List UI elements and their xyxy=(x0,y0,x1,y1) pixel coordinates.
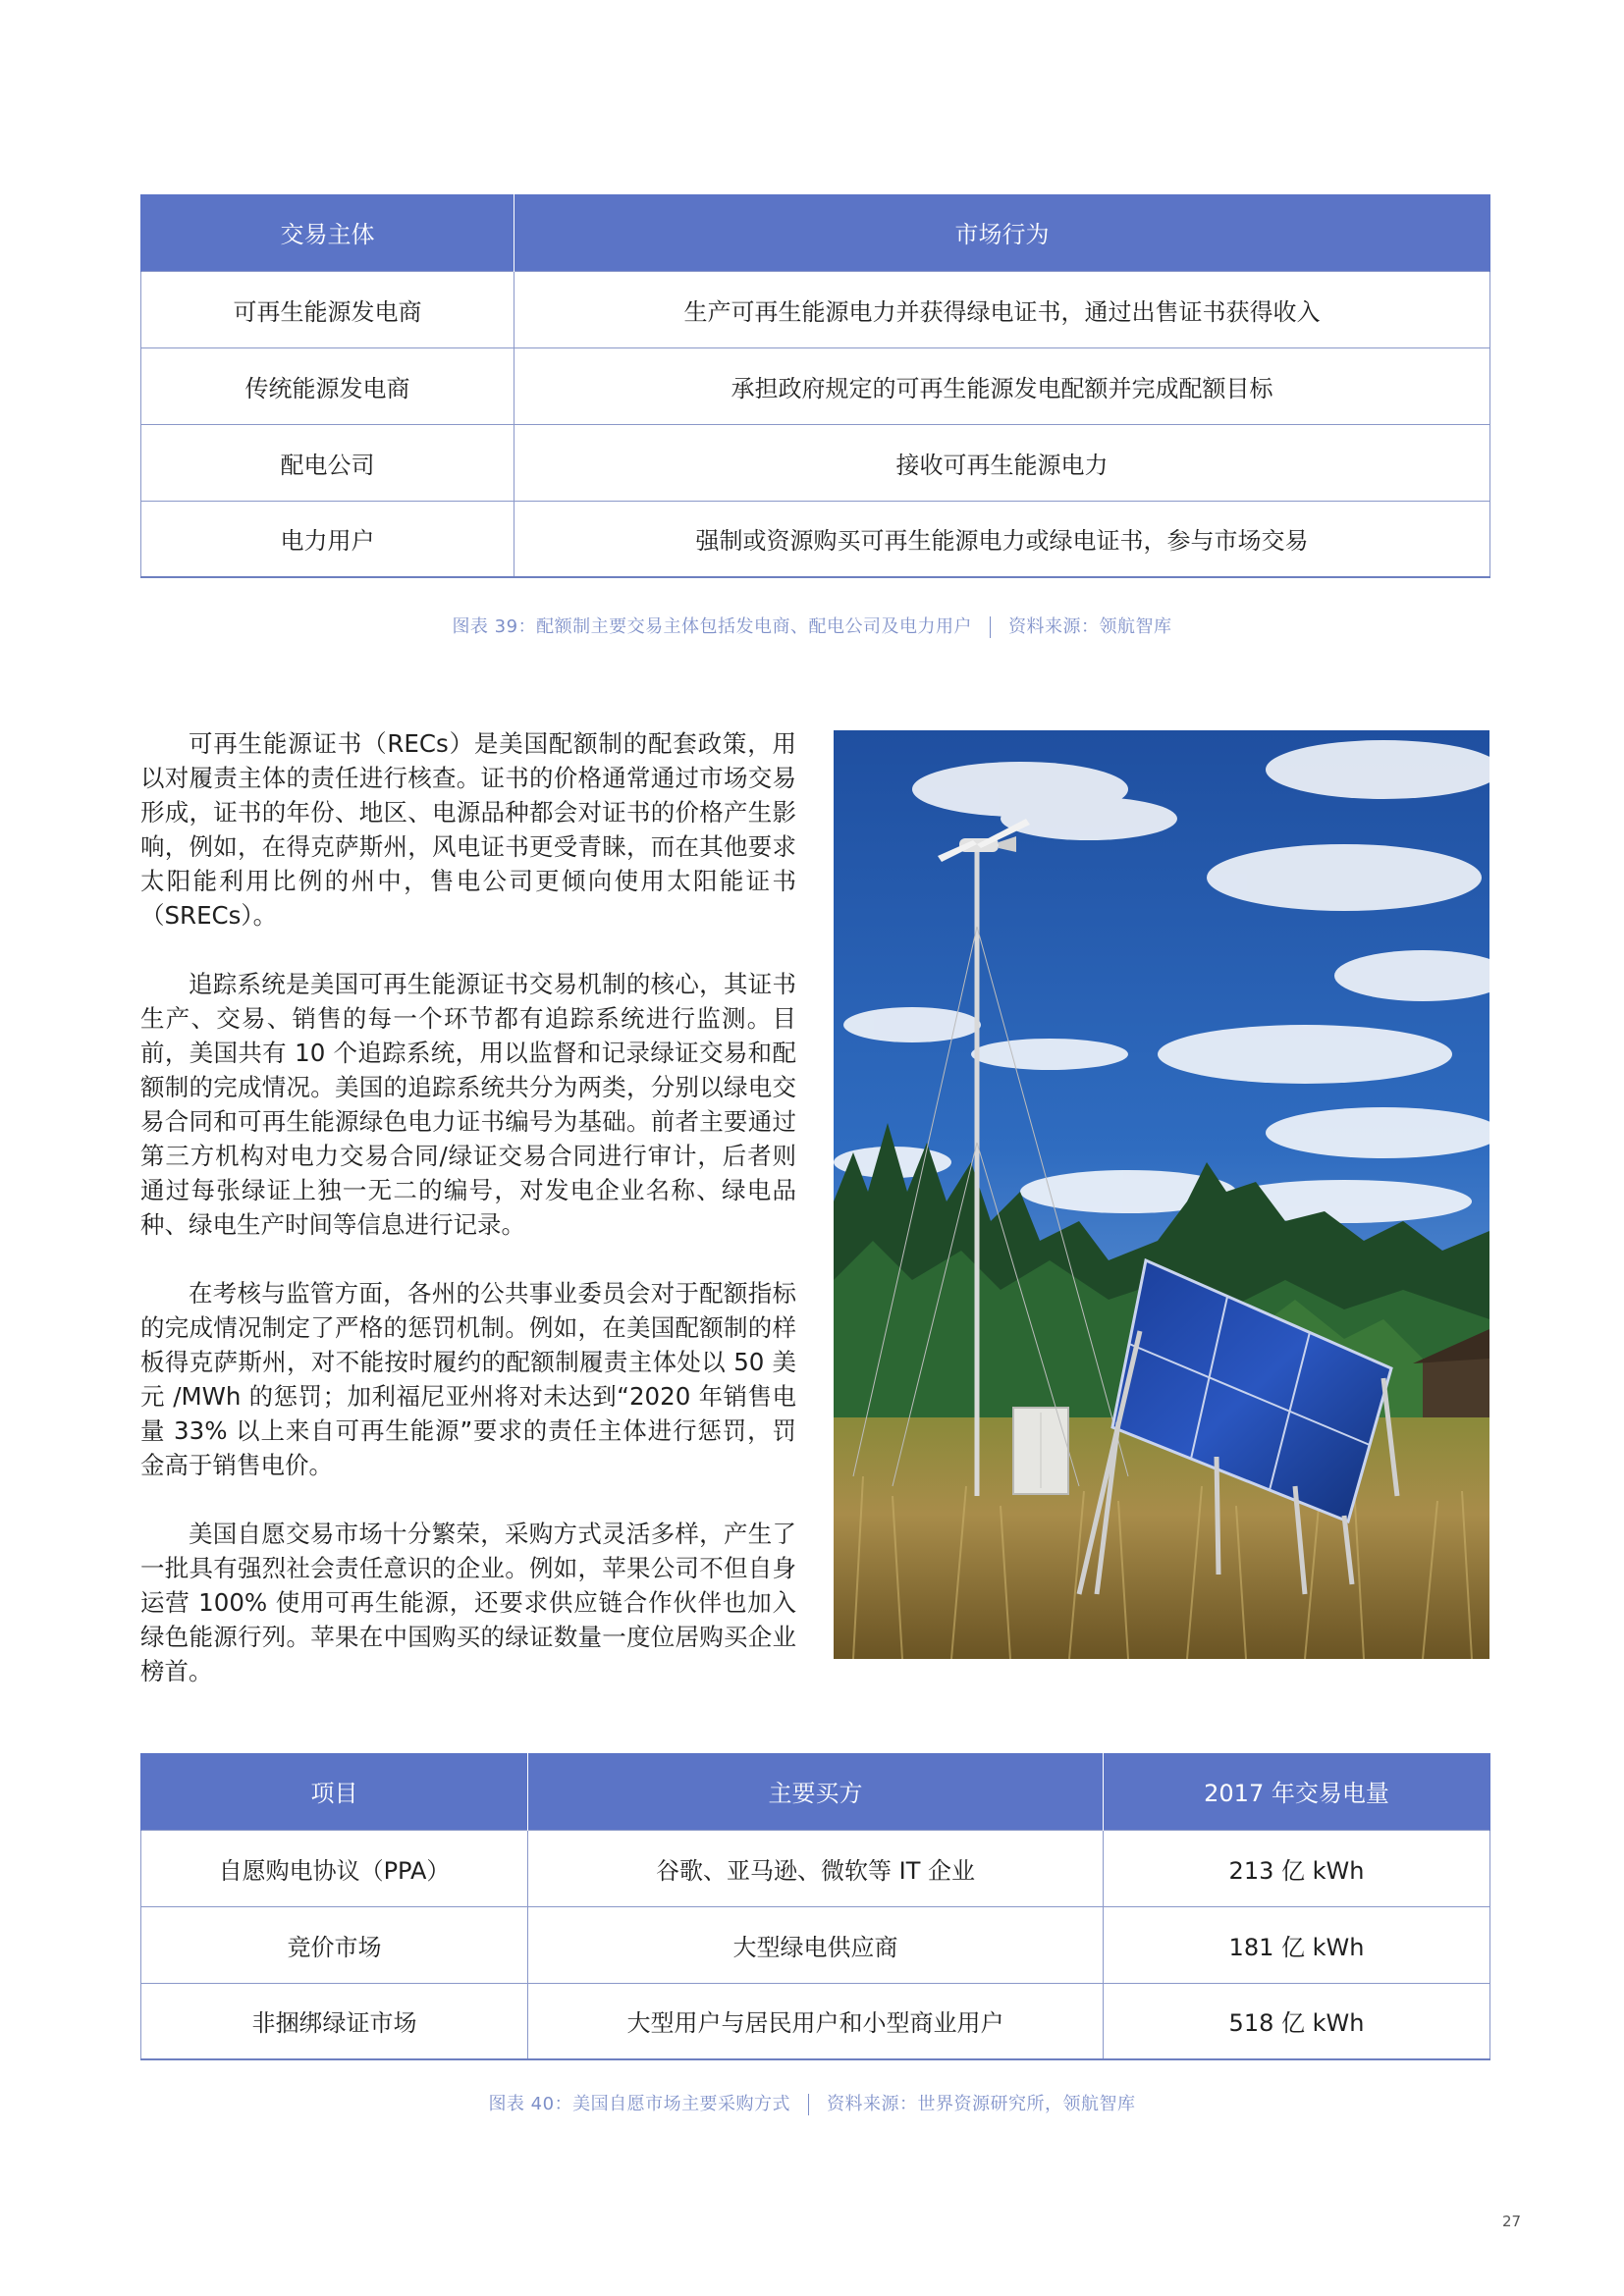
paragraph: 可再生能源证书（RECs）是美国配额制的配套政策，用以对履责主体的责任进行核查。证书的价格通常通过市场交易形成，证书的年份、地区、电源品种都会对证书的价格产生影响，例如，在得克萨斯州，风电证书更受青睐，而在其他要求太阳能利用比例的州中，售电公司更倾向使用太阳能证书（SRECs）。 xyxy=(140,729,796,930)
table-header-cell: 交易主体 xyxy=(141,194,514,271)
table-cell: 强制或资源购买可再生能源电力或绿电证书，参与市场交易 xyxy=(514,501,1490,577)
caption-divider xyxy=(990,616,991,638)
caption-divider xyxy=(808,2094,809,2115)
table-cell: 谷歌、亚马逊、微软等 IT 企业 xyxy=(528,1830,1104,1906)
table-cell: 接收可再生能源电力 xyxy=(514,424,1490,501)
wind-solar-photo xyxy=(834,730,1489,1659)
table-row xyxy=(141,1830,1490,1906)
table-cell: 自愿购电协议（PPA） xyxy=(141,1830,528,1906)
table-row xyxy=(141,501,1490,577)
table-cell: 518 亿 kWh xyxy=(1104,1983,1490,2059)
table-header-cell: 市场行为 xyxy=(514,194,1490,271)
paragraph: 在考核与监管方面，各州的公共事业委员会对于配额指标的完成情况制定了严格的惩罚机制。例如，在美国配额制的样板得克萨斯州，对不能按时履约的配额制履责主体处以 50 美元 /MWh 的惩罚；加利福尼亚州将对未达到“2020 年销售电量 33% 以上来自可再生能源”要求的责任主体进行惩罚，罚金高于销售电价。 xyxy=(140,1279,796,1479)
table-caption xyxy=(0,2090,1624,2115)
caption-source: 资料来源：领航智库 xyxy=(1008,616,1172,637)
table-header-row xyxy=(141,1753,1490,1830)
table-cell: 电力用户 xyxy=(141,501,514,577)
table-cell: 181 亿 kWh xyxy=(1104,1906,1490,1983)
table-cell: 非捆绑绿证市场 xyxy=(141,1983,528,2059)
table-row xyxy=(141,1983,1490,2059)
article-body xyxy=(140,726,796,1723)
table-header-cell: 2017 年交易电量 xyxy=(1104,1753,1490,1830)
paragraph: 追踪系统是美国可再生能源证书交易机制的核心，其证书生产、交易、销售的每一个环节都有追踪系统进行监测。目前，美国共有 10 个追踪系统，用以监督和记录绿证交易和配额制的完成情况。美国的追踪系统共分为两类，分别以绿电交易合同和可再生能源绿色电力证书编号为基础。前者主要通过第三方机构对电力交易合同/绿证交易合同进行审计，后者则通过每张绿证上独一无二的编号，对发电企业名称、绿电品种、绿电生产时间等信息进行记录。 xyxy=(140,970,796,1239)
voluntary-market-table xyxy=(140,1753,1490,2060)
caption-title: 图表 39：配额制主要交易主体包括发电商、配电公司及电力用户 xyxy=(452,616,973,637)
table-header-cell: 项目 xyxy=(141,1753,528,1830)
table-cell: 竞价市场 xyxy=(141,1906,528,1983)
table-header-cell: 主要买方 xyxy=(528,1753,1104,1830)
paragraph: 美国自愿交易市场十分繁荣，采购方式灵活多样，产生了一批具有强烈社会责任意识的企业。例如，苹果公司不但自身运营 100% 使用可再生能源，还要求供应链合作伙伴也加入绿色能源行列。苹果在中国购买的绿证数量一度位居购买企业榜首。 xyxy=(140,1520,796,1685)
caption-source: 资料来源：世界资源研究所，领航智库 xyxy=(827,2094,1136,2114)
caption-title: 图表 40：美国自愿市场主要采购方式 xyxy=(488,2094,791,2114)
table-cell: 大型用户与居民用户和小型商业用户 xyxy=(528,1983,1104,2059)
table-caption xyxy=(0,613,1624,638)
table-cell: 可再生能源发电商 xyxy=(141,271,514,347)
table-cell: 传统能源发电商 xyxy=(141,347,514,424)
table-row xyxy=(141,1906,1490,1983)
table-row xyxy=(141,424,1490,501)
table-row xyxy=(141,347,1490,424)
page-number: 27 xyxy=(1502,2213,1522,2230)
market-participants-table xyxy=(140,194,1490,578)
table-row xyxy=(141,271,1490,347)
table-cell: 大型绿电供应商 xyxy=(528,1906,1104,1983)
table-cell: 生产可再生能源电力并获得绿电证书，通过出售证书获得收入 xyxy=(514,271,1490,347)
table-cell: 承担政府规定的可再生能源发电配额并完成配额目标 xyxy=(514,347,1490,424)
table-cell: 配电公司 xyxy=(141,424,514,501)
table-header-row xyxy=(141,194,1490,271)
table-cell: 213 亿 kWh xyxy=(1104,1830,1490,1906)
